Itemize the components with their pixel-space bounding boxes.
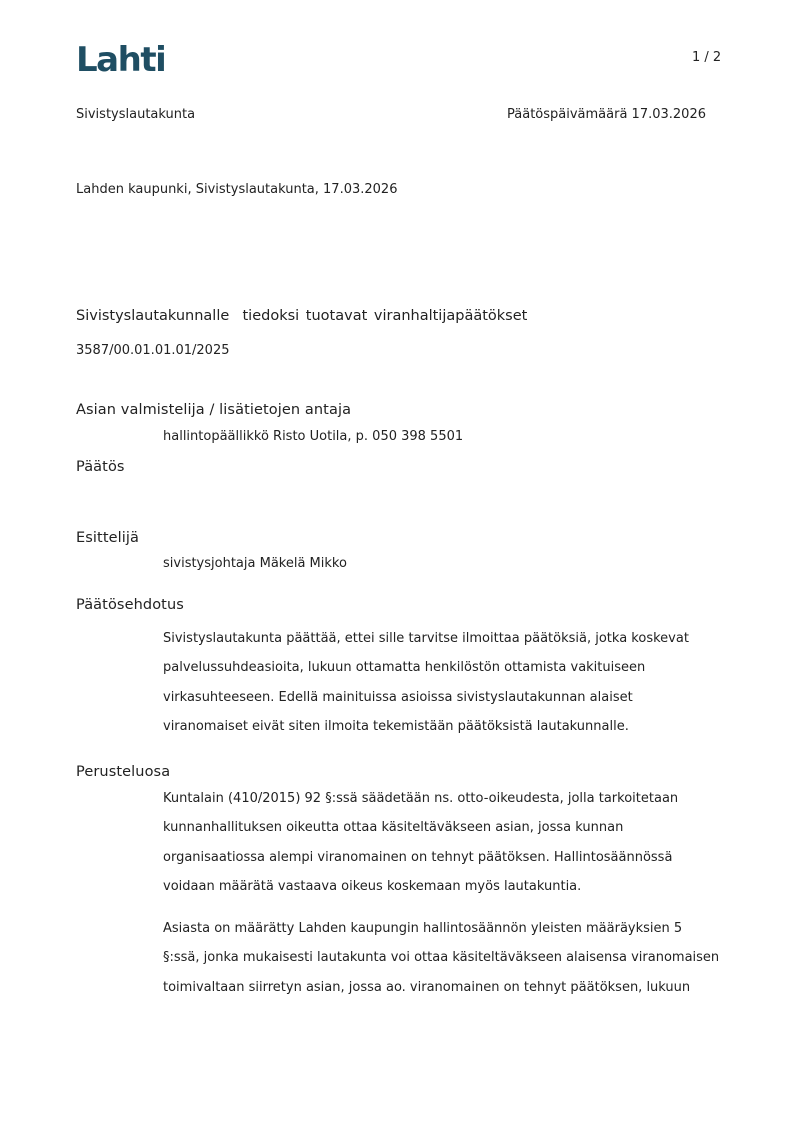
proposal-line: Sivistyslautakunta päättää, ettei sille tarvitse ilmoittaa päätöksiä, jotka koskevat — [163, 631, 689, 646]
rationale-paragraph-1 — [163, 784, 723, 901]
decision-heading: Päätös — [76, 459, 125, 475]
proposal-line: virkasuhteeseen. Edellä mainituissa asioissa sivistyslautakunnan alaiset — [163, 689, 633, 705]
presenter-heading: Esittelijä — [76, 530, 140, 546]
record-id: 3587/00.01.01.01/2025 — [76, 343, 230, 358]
rationale-line: Asiasta on määrätty Lahden kaupungin hallintosäännön yleisten määräyksien 5 — [163, 921, 683, 936]
rationale-line: organisaatiossa alempi viranomainen on tehnyt päätöksen. Hallintosäännössä — [163, 849, 673, 865]
proposal-heading: Päätösehdotus — [76, 597, 184, 613]
lahti-logo: Lahti — [76, 40, 166, 80]
rationale-line: §:ssä, jonka mukaisesti lautakunta voi ottaa käsiteltäväkseen alaisensa viranomaisen — [163, 950, 720, 966]
organ-name: Sivistyslautakunta — [76, 107, 196, 122]
preparer-value: hallintopäällikkö Risto Uotila, p. 050 398 5501 — [163, 429, 464, 444]
presenter-value: sivistysjohtaja Mäkelä Mikko — [163, 556, 347, 571]
rationale-paragraph-2 — [163, 914, 723, 1002]
rationale-heading: Perusteluosa — [76, 764, 171, 780]
rationale-line: voidaan määrätä vastaava oikeus koskemaan myös lautakuntia. — [163, 878, 582, 894]
proposal-line: viranomaiset eivät siten ilmoita tekemistään päätöksistä lautakunnalle. — [163, 718, 629, 734]
rationale-line: Kuntalain (410/2015) 92 §:ssä säädetään ns. otto-oikeudesta, jolla tarkoitetaan — [163, 791, 679, 806]
rationale-line: toimivaltaan siirretyn asian, jossa ao. viranomainen on tehnyt päätöksen, lukuun — [163, 979, 691, 995]
document-title: Sivistyslautakunnalle tiedoksi tuotavat viranhaltijapäätökset — [76, 308, 528, 324]
proposal-line: palvelussuhdeasioita, lukuun ottamatta henkilöstön ottamista vakituiseen — [163, 660, 646, 676]
preparer-heading: Asian valmistelija / lisätietojen antaja — [76, 402, 352, 418]
page-number: 1 / 2 — [692, 50, 722, 65]
proposal-text — [163, 624, 723, 741]
decision-date: Päätöspäivämäärä 17.03.2026 — [507, 107, 706, 122]
meeting-info: Lahden kaupunki, Sivistyslautakunta, 17.03.2026 — [76, 182, 398, 197]
rationale-line: kunnanhallituksen oikeutta ottaa käsiteltäväkseen asian, jossa kunnan — [163, 820, 624, 836]
